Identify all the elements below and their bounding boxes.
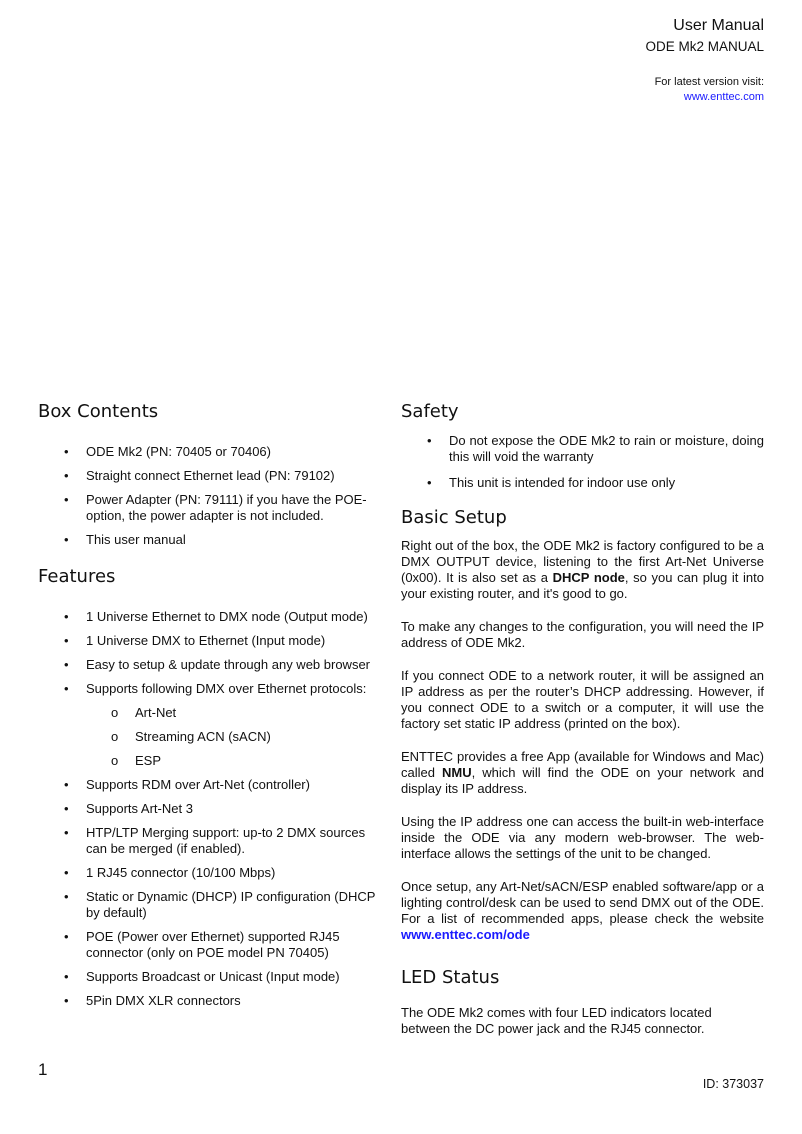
list-item: • 1 RJ45 connector (10/100 Mbps) bbox=[64, 865, 276, 880]
list-item: • Supports Broadcast or Unicast (Input mode) bbox=[64, 969, 340, 984]
ode-link[interactable]: www.enttec.com/ode bbox=[401, 927, 530, 942]
sub-list-item: o Streaming ACN (sACN) bbox=[111, 729, 271, 744]
list-item: • 5Pin DMX XLR connectors bbox=[64, 993, 241, 1008]
list-item: • Supports RDM over Art-Net (controller) bbox=[64, 777, 310, 792]
box-contents-heading: Box Contents bbox=[38, 401, 159, 422]
list-item: • POE (Power over Ethernet) supported RJ45 connector (only on POE model PN 70405) bbox=[64, 929, 340, 960]
paragraph: Using the IP address one can access the built-in web-interface inside the ODE via any modern web-browser. The web-interface allows the settings of the unit to be changed. bbox=[401, 814, 764, 861]
list-item: • 1 Universe Ethernet to DMX node (Output mode) bbox=[64, 609, 368, 624]
document-id: ID: 373037 bbox=[702, 1077, 764, 1091]
list-item: • Straight connect Ethernet lead (PN: 79102) bbox=[64, 468, 335, 483]
paragraph: If you connect ODE to a network router, it will be assigned an IP address as per the router’s DHCP addressing. However, if you connect ODE to a switch or a computer, it will use the factory set static IP address (printed on the box). bbox=[401, 668, 764, 731]
list-item: • Easy to setup & update through any web browser bbox=[64, 657, 371, 672]
list-item: • Supports Art-Net 3 bbox=[64, 801, 193, 816]
features-heading: Features bbox=[38, 566, 116, 587]
doc-title: User Manual bbox=[673, 17, 764, 34]
paragraph: To make any changes to the configuration, you will need the IP address of ODE Mk2. bbox=[401, 619, 764, 650]
list-item: • Static or Dynamic (DHCP) IP configuration (DHCP by default) bbox=[64, 889, 376, 920]
paragraph: Right out of the box, the ODE Mk2 is factory configured to be a DMX OUTPUT device, listening to the first Art-Net Universe (0x00). It is also set as a DHCP node, so you can plug it into your existing router, and it's good to go. bbox=[401, 538, 764, 601]
left-column bbox=[38, 401, 383, 1009]
paragraph: Once setup, any Art-Net/sACN/ESP enabled software/app or a lighting control/desk can be used to send DMX out of the ODE. For a list of recommended apps, please check the website www.enttec.com/ode bbox=[401, 879, 764, 942]
list-item: • Do not expose the ODE Mk2 to rain or moisture, doing this will void the warranty bbox=[427, 433, 764, 464]
page-number: 1 bbox=[38, 1060, 48, 1079]
list-item: • HTP/LTP Merging support: up-to 2 DMX sources can be merged (if enabled). bbox=[64, 825, 366, 856]
doc-subtitle: ODE Mk2 MANUAL bbox=[645, 39, 764, 54]
led-status-heading: LED Status bbox=[401, 967, 500, 988]
list-item: • Supports following DMX over Ethernet protocols: bbox=[64, 681, 367, 696]
sub-list-item: o ESP bbox=[111, 753, 162, 768]
visit-link[interactable]: www.enttec.com bbox=[683, 91, 764, 103]
basic-setup-heading: Basic Setup bbox=[401, 507, 507, 528]
visit-label: For latest version visit: bbox=[654, 76, 764, 88]
safety-heading: Safety bbox=[401, 401, 459, 422]
right-column bbox=[401, 401, 764, 1037]
paragraph: ENTTEC provides a free App (available for Windows and Mac) called NMU, which will find the ODE on your network and display its IP address. bbox=[401, 749, 765, 796]
list-item: • ODE Mk2 (PN: 70405 or 70406) bbox=[64, 444, 271, 459]
list-item: • 1 Universe DMX to Ethernet (Input mode) bbox=[64, 633, 326, 648]
list-item: • This user manual bbox=[64, 532, 186, 547]
list-item: • Power Adapter (PN: 79111) if you have the POE-option, the power adapter is not included. bbox=[64, 492, 367, 523]
sub-list-item: o Art-Net bbox=[111, 705, 177, 720]
paragraph: The ODE Mk2 comes with four LED indicators located between the DC power jack and the RJ45 connector. bbox=[401, 1005, 712, 1036]
list-item: • This unit is intended for indoor use only bbox=[427, 475, 676, 490]
